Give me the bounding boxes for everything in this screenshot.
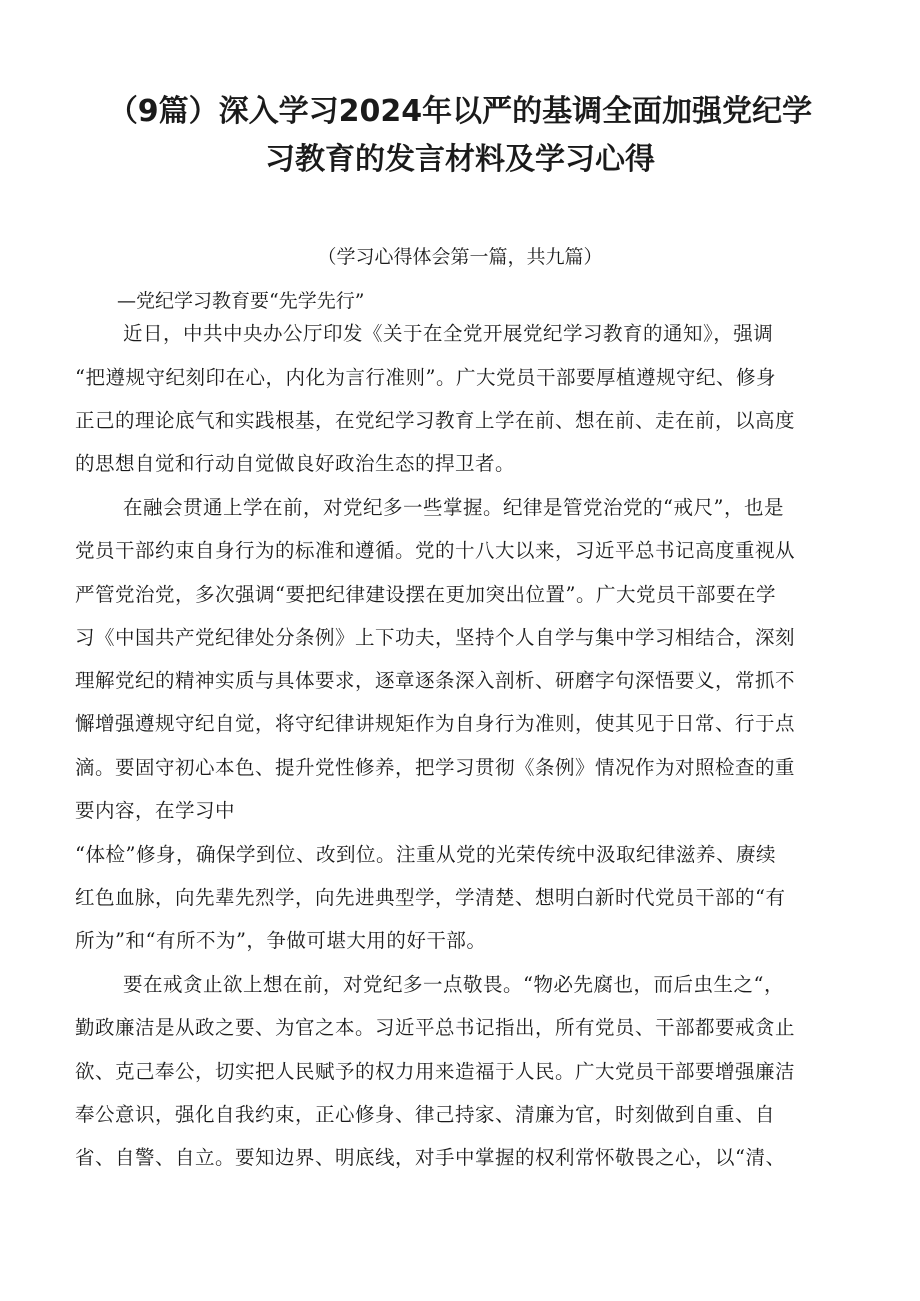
body-line: 省、自警、自立。要知边界、明底线，对手中掌握的权利常怀敬畏之心，以“清、 <box>75 1146 786 1169</box>
body-line: 严管党治党，多次强调“要把纪律建设摆在更加突出位置”。广大党员干部要在学 <box>75 583 776 606</box>
body-line: 要内容，在学习中 <box>75 799 236 822</box>
body-line: 奉公意识，强化自我约束，正心修身、律己持家、清廉为官，时刻做到自重、自 <box>75 1103 776 1126</box>
body-line: “把遵规守纪刻印在心，内化为言行准则”。广大党员干部要厚植遵规守纪、修身 <box>75 366 776 389</box>
body-line: 习《中国共产党纪律处分条例》上下功夫，坚持个人自学与集中学习相结合，深刻 <box>75 626 796 649</box>
body-line: 要在戒贪止欲上想在前，对党纪多一点敬畏。“物必先腐也，而后虫生之“， <box>123 973 784 996</box>
title-line-1: （9篇）深入学习2024年以严的基调全面加强党纪学 <box>107 94 813 129</box>
body-line: 正己的理论底气和实践根基，在党纪学习教育上学在前、想在前、走在前，以高度 <box>75 409 796 432</box>
body-line: 近日，中共中央办公厅印发《关于在全党开展党纪学习教育的通知》，强调 <box>123 322 774 345</box>
title-line-2: 习教育的发言材料及学习心得 <box>265 142 655 177</box>
body-line: 欲、克己奉公，切实把人民赋予的权力用来造福于人民。广大党员干部要增强廉洁 <box>75 1060 796 1083</box>
document-subtitle: （学习心得体会第一篇，共九篇） <box>317 246 603 268</box>
body-line: 理解党纪的精神实质与具体要求，逐章逐条深入剖析、研磨字句深悟要义，常抓不 <box>75 669 796 692</box>
body-line: 红色血脉，向先辈先烈学，向先进典型学，学清楚、想明白新时代党员干部的“有 <box>75 886 786 909</box>
body-line: 的思想自觉和行动自觉做良好政治生态的捍卫者。 <box>75 452 516 475</box>
section-heading: —党纪学习教育要“先学先行” <box>117 290 365 312</box>
body-line: 滴。要固守初心本色、提升党性修养，把学习贯彻《条例》情况作为对照检查的重 <box>75 756 796 779</box>
body-line: 在融会贯通上学在前，对党纪多一些掌握。纪律是管党治党的“戒尺”，也是 <box>123 496 784 519</box>
document-title <box>60 88 860 184</box>
body-line: 所为”和“有所不为”，争做可堪大用的好干部。 <box>75 929 487 952</box>
body-line: 党员干部约束自身行为的标准和遵循。党的十八大以来，习近平总书记高度重视从 <box>75 539 796 562</box>
body-line: 勤政廉洁是从政之要、为官之本。习近平总书记指出，所有党员、干部都要戒贪止 <box>75 1016 796 1039</box>
body-line: 懈增强遵规守纪自觉，将守纪律讲规矩作为自身行为准则，使其见于日常、行于点 <box>75 712 796 735</box>
body-line: “体检”修身，确保学到位、改到位。注重从党的光荣传统中汲取纪律滋养、赓续 <box>75 843 776 866</box>
